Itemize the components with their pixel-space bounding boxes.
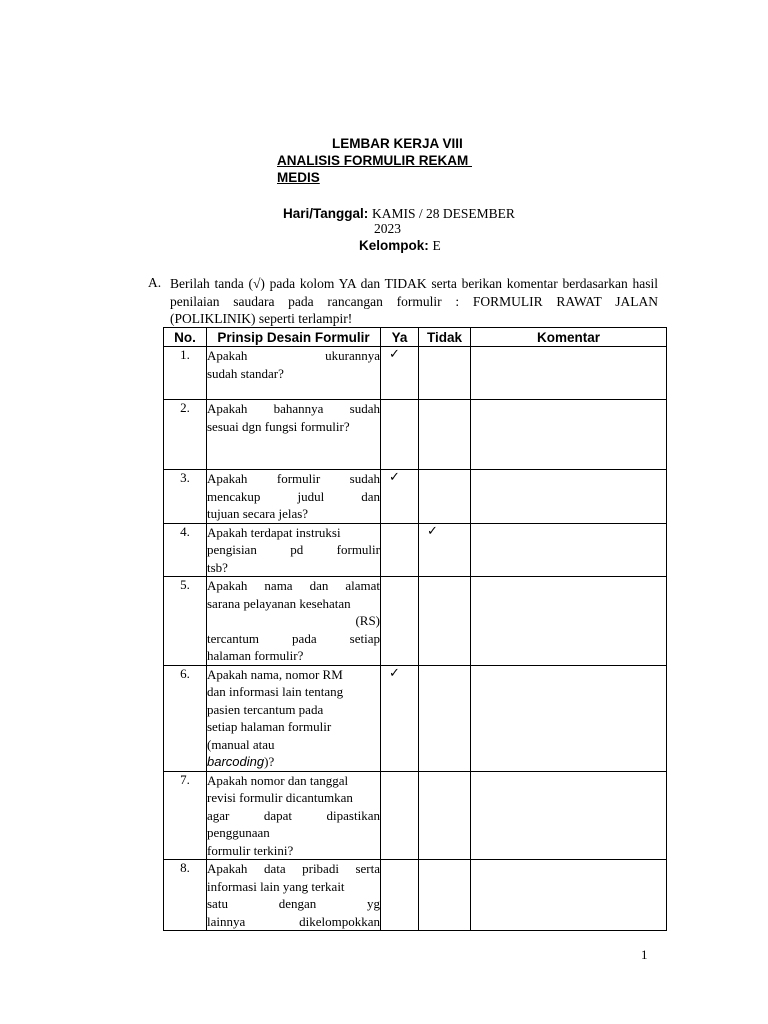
tidak-cell[interactable] <box>419 470 471 524</box>
question-line: Apakah ukurannya <box>207 348 380 363</box>
page-number: 1 <box>641 947 648 962</box>
question-line: sarana pelayanan kesehatan <box>207 595 351 611</box>
ya-cell[interactable] <box>381 400 419 470</box>
comment-cell[interactable] <box>471 347 667 400</box>
comment-cell[interactable] <box>471 771 667 860</box>
question-line <box>207 753 380 771</box>
date-line <box>283 206 515 222</box>
ya-cell[interactable] <box>381 347 419 400</box>
row-number: 7. <box>164 771 207 860</box>
group-line <box>359 238 441 254</box>
question-line: revisi formulir dicantumkan <box>207 790 353 805</box>
date-value-year: 2023 <box>374 221 401 236</box>
principle-question <box>207 665 381 771</box>
row-number: 8. <box>164 860 207 931</box>
section-instruction: Berilah tanda (√) pada kolom YA dan TIDAK serta berikan komentar berdasarkan hasil penilaian saudara pada rancangan formulir : FORMULIR RAWAT JALAN (POLIKLINIK) seperti terlampir! <box>170 276 658 326</box>
question-line: pengisian pd formulir <box>207 542 380 557</box>
question-line: formulir terkini? <box>207 842 294 858</box>
ya-cell[interactable] <box>381 470 419 524</box>
row-number: 5. <box>164 577 207 666</box>
form-assessment-table <box>163 327 667 931</box>
tidak-cell[interactable] <box>419 400 471 470</box>
question-line: sudah standar? <box>207 365 284 381</box>
table-row <box>164 665 667 771</box>
comment-cell[interactable] <box>471 860 667 931</box>
ya-cell[interactable] <box>381 860 419 931</box>
checkmark-icon: ✓ <box>389 665 400 681</box>
question-line: Apakah nama dan alamat <box>207 578 380 593</box>
row-number: 2. <box>164 400 207 470</box>
question-line: Apakah terdapat instruksi <box>207 524 341 540</box>
question-line: pasien tercantum pada <box>207 701 324 717</box>
question-line: setiap halaman formulir <box>207 719 332 734</box>
question-line: sesuai dgn fungsi formulir? <box>207 418 350 434</box>
section-letter: A. <box>148 275 162 290</box>
table-header-row <box>164 328 667 347</box>
worksheet-subtitle-line2: MEDIS <box>277 170 320 185</box>
worksheet-title: LEMBAR KERJA VIII <box>332 136 463 151</box>
tidak-cell[interactable] <box>419 771 471 860</box>
header-komentar: Komentar <box>471 328 667 347</box>
header-principle: Prinsip Desain Formulir <box>207 328 381 347</box>
table-row <box>164 470 667 524</box>
question-line: Apakah nomor dan tanggal <box>207 772 349 788</box>
table-row <box>164 860 667 931</box>
tidak-cell[interactable] <box>419 577 471 666</box>
question-line: (manual atau <box>207 736 275 752</box>
comment-cell[interactable] <box>471 665 667 771</box>
principle-question <box>207 523 381 577</box>
comment-cell[interactable] <box>471 577 667 666</box>
comment-cell[interactable] <box>471 523 667 577</box>
table-row <box>164 577 667 666</box>
question-line-end: )? <box>264 754 275 769</box>
question-line: Apakah data pribadi serta <box>207 861 380 876</box>
checkmark-icon: ✓ <box>389 347 400 362</box>
row-number: 1. <box>164 347 207 400</box>
table-row <box>164 400 667 470</box>
question-line: agar dapat dipastikan <box>207 807 380 823</box>
worksheet-subtitle-line1: ANALISIS FORMULIR REKAM <box>277 153 472 168</box>
question-line: tercantum pada setiap <box>207 630 380 646</box>
checkmark-icon: ✓ <box>427 523 438 539</box>
row-number: 3. <box>164 470 207 524</box>
question-line: penggunaan <box>207 825 270 840</box>
table-row <box>164 523 667 577</box>
question-line: Apakah formulir sudah <box>207 471 380 486</box>
principle-question <box>207 470 381 524</box>
principle-question <box>207 577 381 666</box>
tidak-cell[interactable] <box>419 523 471 577</box>
principle-question <box>207 860 381 931</box>
question-italic-term: barcoding <box>207 754 265 769</box>
checkmark-icon: ✓ <box>389 470 400 485</box>
ya-cell[interactable] <box>381 577 419 666</box>
question-line: satu dengan yg <box>207 896 380 911</box>
date-value: KAMIS / 28 DESEMBER <box>372 206 515 221</box>
ya-cell[interactable] <box>381 665 419 771</box>
ya-cell[interactable] <box>381 523 419 577</box>
row-number: 6. <box>164 665 207 771</box>
comment-cell[interactable] <box>471 400 667 470</box>
row-number: 4. <box>164 523 207 577</box>
comment-cell[interactable] <box>471 470 667 524</box>
principle-question <box>207 347 381 400</box>
ya-cell[interactable] <box>381 771 419 860</box>
question-line: informasi lain yang terkait <box>207 878 345 894</box>
date-label: Hari/Tanggal: <box>283 206 373 221</box>
question-line: lainnya dikelompokkan <box>207 913 380 929</box>
question-line: tujuan secara jelas? <box>207 506 309 521</box>
header-tidak: Tidak <box>419 328 471 347</box>
question-line: mencakup judul dan <box>207 488 380 504</box>
table-row <box>164 771 667 860</box>
question-line: halaman formulir? <box>207 648 304 663</box>
question-line: (RS) <box>355 613 380 628</box>
question-line: Apakah nama, nomor RM <box>207 666 343 682</box>
tidak-cell[interactable] <box>419 860 471 931</box>
principle-question <box>207 771 381 860</box>
question-line: dan informasi lain tentang <box>207 684 344 699</box>
tidak-cell[interactable] <box>419 665 471 771</box>
group-label: Kelompok: <box>359 238 433 253</box>
group-value: E <box>432 238 441 253</box>
question-line: tsb? <box>207 559 228 575</box>
tidak-cell[interactable] <box>419 347 471 400</box>
header-no: No. <box>164 328 207 347</box>
principle-question <box>207 400 381 470</box>
question-line: Apakah bahannya sudah <box>207 401 380 416</box>
header-ya: Ya <box>381 328 419 347</box>
table-row <box>164 347 667 400</box>
